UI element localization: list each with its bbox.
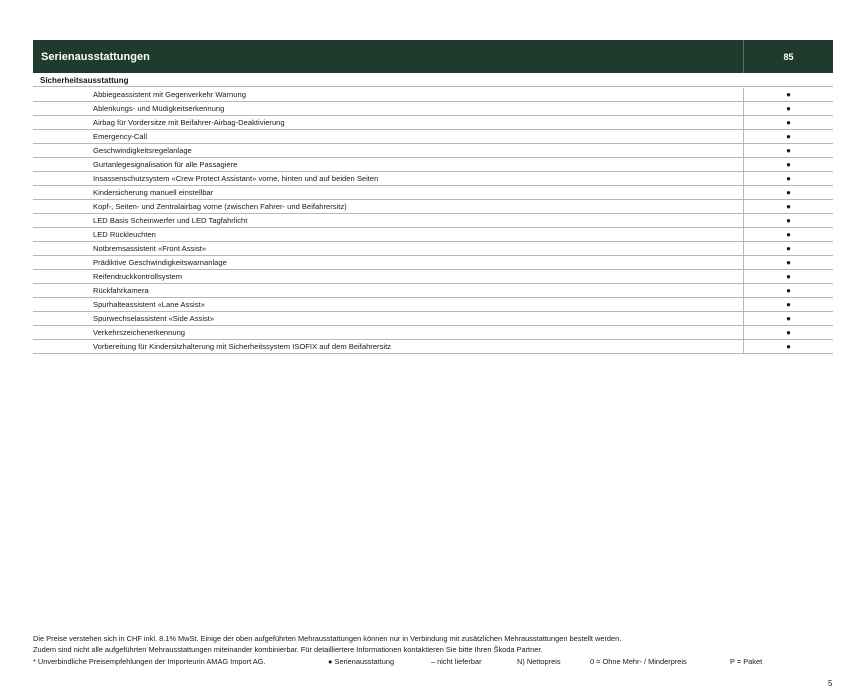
table-row — [33, 186, 833, 200]
row-label: Verkehrszeichenerkennung — [93, 328, 186, 337]
row-label: Kindersicherung manuell einstellbar — [93, 188, 214, 197]
standard-equipment-bullet: ● — [743, 270, 833, 283]
standard-equipment-bullet: ● — [743, 130, 833, 143]
table-row — [33, 116, 833, 130]
standard-equipment-bullet: ● — [743, 214, 833, 227]
standard-equipment-bullet: ● — [743, 256, 833, 269]
table-row — [33, 158, 833, 172]
legend-item-net-price: N) Nettopreis — [517, 657, 561, 666]
table-row — [33, 270, 833, 284]
row-label: Rückfahrkamera — [93, 286, 149, 295]
standard-equipment-bullet: ● — [743, 102, 833, 115]
row-label: LED Rückleuchten — [93, 230, 156, 239]
standard-equipment-bullet: ● — [743, 88, 833, 101]
row-label: Insassenschutzsystem «Crew Protect Assistant» vorne, hinten und auf beiden Seiten — [93, 174, 379, 183]
legend-item-standard: ● Serienausstattung — [328, 657, 395, 666]
row-label: Prädiktive Geschwindigkeitswarnanlage — [93, 258, 227, 267]
standard-equipment-bullet: ● — [743, 186, 833, 199]
table-row — [33, 298, 833, 312]
equipment-list — [33, 88, 833, 354]
row-label: Vorbereitung für Kindersitzhalterung mit Sicherheitssystem ISOFIX auf dem Beifahrersitz — [93, 342, 391, 351]
table-row — [33, 172, 833, 186]
standard-equipment-bullet: ● — [743, 144, 833, 157]
footer-note-1: Die Preise verstehen sich in CHF inkl. 8.1% MwSt. Einige der oben aufgeführten Mehrausstattungen können nur in Verbindung mit zusätzlichen Mehrausstattungen bestellt werden. — [33, 634, 622, 643]
legend — [33, 656, 833, 667]
legend-item-not-available: – nicht lieferbar — [431, 657, 482, 666]
row-label: Kopf-, Seiten- und Zentralairbag vorne (zwischen Fahrer- und Beifahrersitz) — [93, 202, 347, 211]
table-row — [33, 214, 833, 228]
standard-equipment-bullet: ● — [743, 284, 833, 297]
table-row — [33, 200, 833, 214]
row-label: Gurtanlegesignalisation für alle Passagiere — [93, 160, 238, 169]
row-label: Reifendruckkontrollsystem — [93, 272, 183, 281]
table-row — [33, 326, 833, 340]
legend-item-package: P = Paket — [730, 657, 763, 666]
legend-item-price-note: * Unverbindliche Preisempfehlungen der Importeurin AMAG Import AG. — [33, 657, 266, 666]
table-row — [33, 102, 833, 116]
standard-equipment-bullet: ● — [743, 326, 833, 339]
row-label: Notbremsassistent «Front Assist» — [93, 244, 207, 253]
row-label: Geschwindigkeitsregelanlage — [93, 146, 192, 155]
standard-equipment-bullet: ● — [743, 242, 833, 255]
table-row — [33, 340, 833, 354]
standard-equipment-bullet: ● — [743, 116, 833, 129]
standard-equipment-bullet: ● — [743, 158, 833, 171]
table-row — [33, 242, 833, 256]
standard-equipment-bullet: ● — [743, 200, 833, 213]
page-number: 5 — [828, 679, 833, 688]
row-label: LED Basis Scheinwerfer und LED Tagfahrlicht — [93, 216, 248, 225]
row-label: Airbag für Vordersitze mit Beifahrer-Airbag-Deaktivierung — [93, 118, 285, 127]
table-row — [33, 228, 833, 242]
table-header — [33, 40, 833, 73]
row-label: Ablenkungs- und Müdigkeitserkennung — [93, 104, 225, 113]
column-header-model: 85 — [743, 40, 833, 73]
table-row — [33, 312, 833, 326]
table-title: Serienausstattungen — [41, 50, 150, 63]
standard-equipment-bullet: ● — [743, 340, 833, 353]
table-row — [33, 130, 833, 144]
legend-item-no-surcharge: 0 = Ohne Mehr- / Minderpreis — [590, 657, 687, 666]
standard-equipment-bullet: ● — [743, 298, 833, 311]
row-label: Spurhalteassistent «Lane Assist» — [93, 300, 205, 309]
table-row — [33, 144, 833, 158]
footer-notes — [33, 633, 833, 667]
table-row — [33, 256, 833, 270]
row-label: Emergency-Call — [93, 132, 148, 141]
standard-equipment-bullet: ● — [743, 228, 833, 241]
row-label: Spurwechselassistent «Side Assist» — [93, 314, 215, 323]
standard-equipment-bullet: ● — [743, 312, 833, 325]
footer-note-2: Zudem sind nicht alle aufgeführten Mehrausstattungen miteinander kombinierbar. Für detailliertere Informationen kontaktieren Sie bitte Ihren Škoda Partner. — [33, 645, 543, 654]
section-title: Sicherheitsausstattung — [33, 74, 833, 87]
table-row — [33, 88, 833, 102]
standard-equipment-bullet: ● — [743, 172, 833, 185]
table-row — [33, 284, 833, 298]
row-label: Abbiegeassistent mit Gegenverkehr Warnung — [93, 90, 246, 99]
